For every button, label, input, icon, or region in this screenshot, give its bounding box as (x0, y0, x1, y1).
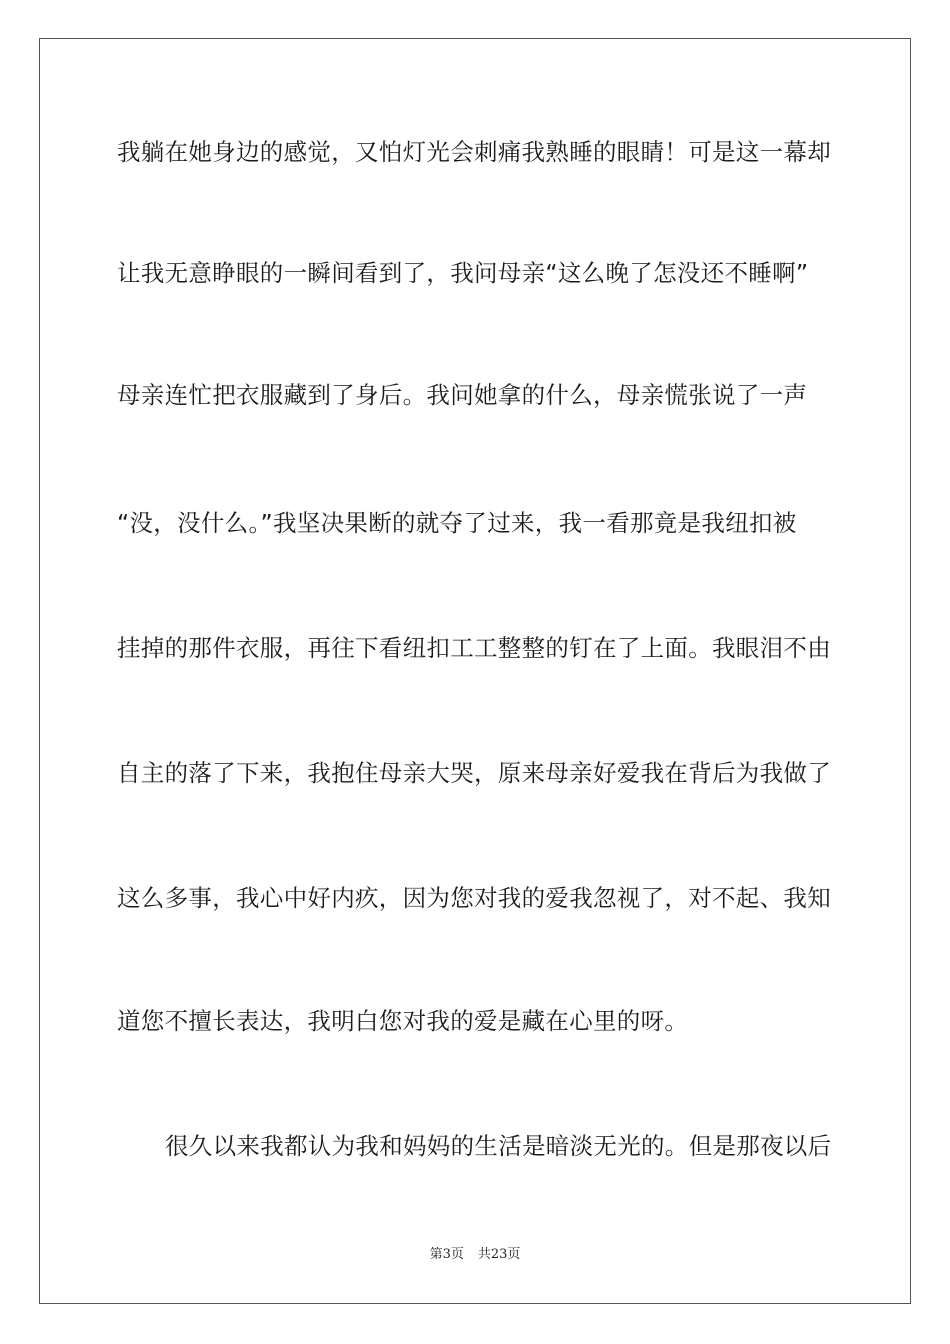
page-footer (0, 1246, 950, 1264)
body-text-line-1: 我躺在她身边的感觉，又怕灯光会刺痛我熟睡的眼睛！可是这一幕却 (117, 138, 831, 166)
body-text-line-5: 挂掉的那件衣服，再往下看纽扣工工整整的钉在了上面。我眼泪不由 (117, 634, 831, 662)
body-text-line-6: 自主的落了下来，我抱住母亲大哭，原来母亲好爱我在背后为我做了 (117, 759, 831, 787)
page-border (39, 38, 911, 1304)
page-number: 第3页 (429, 1247, 464, 1262)
page-total: 共23页 (477, 1247, 521, 1262)
body-text-line-2: 让我无意睁眼的一瞬间看到了，我问母亲“这么晚了怎没还不睡啊” (117, 259, 809, 287)
paragraph-first-line: 很久以来我都认为我和妈妈的生活是暗淡无光的。但是那夜以后 (165, 1132, 832, 1160)
body-text-line-8: 道您不擅长表达，我明白您对我的爱是藏在心里的呀。 (117, 1007, 689, 1035)
body-text-line-4: “没，没什么。”我坚决果断的就夺了过来，我一看那竟是我纽扣被 (117, 509, 797, 537)
body-text-line-7: 这么多事，我心中好内疚，因为您对我的爱我忽视了，对不起、我知 (117, 884, 831, 912)
body-text-line-3: 母亲连忙把衣服藏到了身后。我问她拿的什么，母亲慌张说了一声 (117, 381, 808, 409)
